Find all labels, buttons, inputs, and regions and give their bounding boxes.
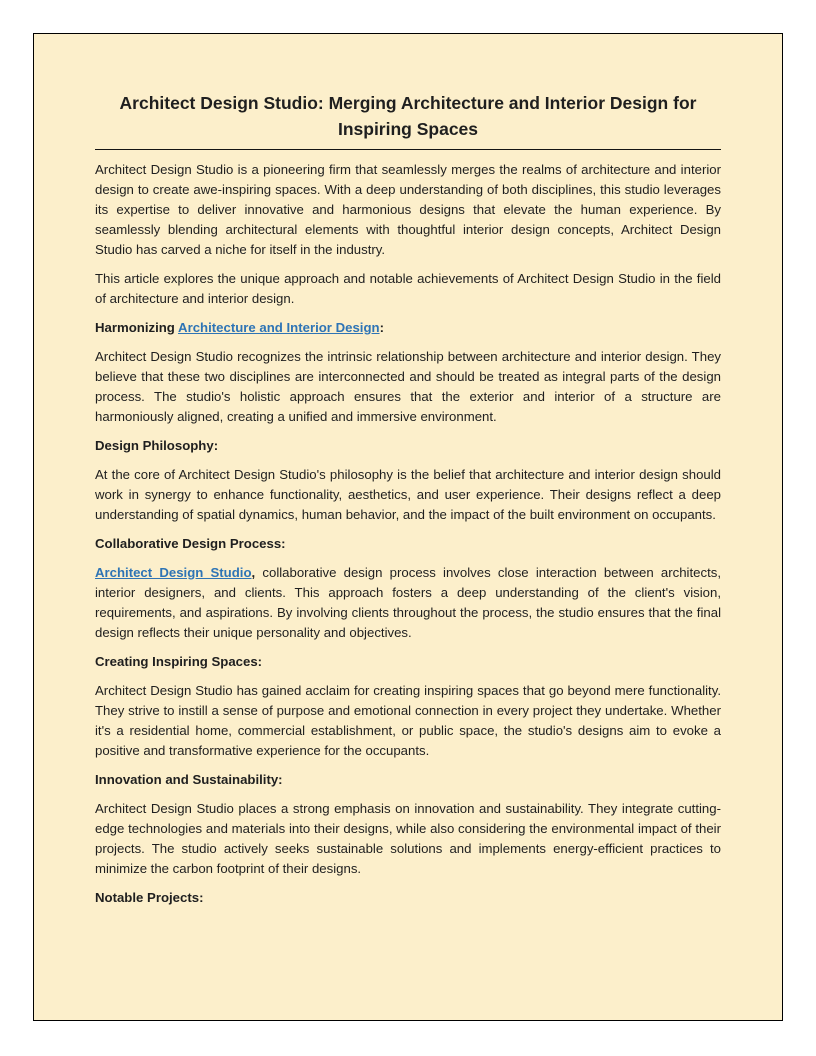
paragraph-collaborative [95,563,721,643]
heading-harmonizing-prefix: Harmonizing [95,320,179,335]
paragraph-article-note: This article explores the unique approach and notable achievements of Architect Design Studio in the field of architecture and interior design. [95,271,721,306]
paragraph-creating-inspiring-spaces: Architect Design Studio has gained acclaim for creating inspiring spaces that go beyond mere functionality. They strive to instill a sense of purpose and emotional connection in every project they undertake. Whether it's a residential home, commercial establishment, or public space, the studio's designs aim to evoke a positive and transformative experience for the occupants. [95,683,721,758]
document-page [33,33,783,1021]
heading-design-philosophy: Design Philosophy: [95,438,219,453]
heading-innovation-sustainability: Innovation and Sustainability: [95,772,283,787]
paragraph-intro: Architect Design Studio is a pioneering firm that seamlessly merges the realms of architecture and interior design to create awe-inspiring spaces. With a deep understanding of both disciplines, this studio leverages its expertise to deliver innovative and harmonious designs that elevate the human experience. By seamlessly blending architectural elements with thoughtful interior design concepts, Architect Design Studio has carved a niche for itself in the industry. [95,162,721,257]
heading-collaborative-design-process: Collaborative Design Process: [95,536,286,551]
paragraph-collaborative-comma: , [251,565,256,580]
heading-harmonizing-suffix: : [379,320,384,335]
paragraph-harmonizing: Architect Design Studio recognizes the intrinsic relationship between architecture and interior design. They believe that these two disciplines are interconnected and should be treated as integral parts of the design process. The studio's holistic approach ensures that the exterior and interior of a structure are harmoniously aligned, creating a unified and immersive environment. [95,349,721,424]
page-title: Architect Design Studio: Merging Architecture and Interior Design for Inspiring Spaces [95,90,721,150]
heading-harmonizing [95,318,721,338]
paragraph-design-philosophy: At the core of Architect Design Studio's philosophy is the belief that architecture and interior design should work in synergy to enhance functionality, aesthetics, and user experience. Their designs reflect a deep understanding of spatial dynamics, human behavior, and the impact of the built environment on occupants. [95,467,721,522]
link-architecture-and-interior-design[interactable]: Architecture and Interior Design [178,320,380,335]
paragraph-collaborative-rest: collaborative design process involves close interaction between architects, interior designers, and clients. This approach fosters a deep understanding of the client's vision, requirements, and aspirations. By involving clients throughout the process, the studio ensures that the final design reflects their unique personality and objectives. [95,565,721,640]
paragraph-innovation-sustainability: Architect Design Studio places a strong emphasis on innovation and sustainability. They integrate cutting-edge technologies and materials into their designs, while also considering the environmental impact of their projects. The studio actively seeks sustainable solutions and implements energy-efficient practices to minimize the carbon footprint of their designs. [95,801,721,876]
heading-creating-inspiring-spaces: Creating Inspiring Spaces: [95,654,263,669]
heading-notable-projects: Notable Projects: [95,890,204,905]
link-architect-design-studio[interactable]: Architect Design Studio [95,565,252,580]
